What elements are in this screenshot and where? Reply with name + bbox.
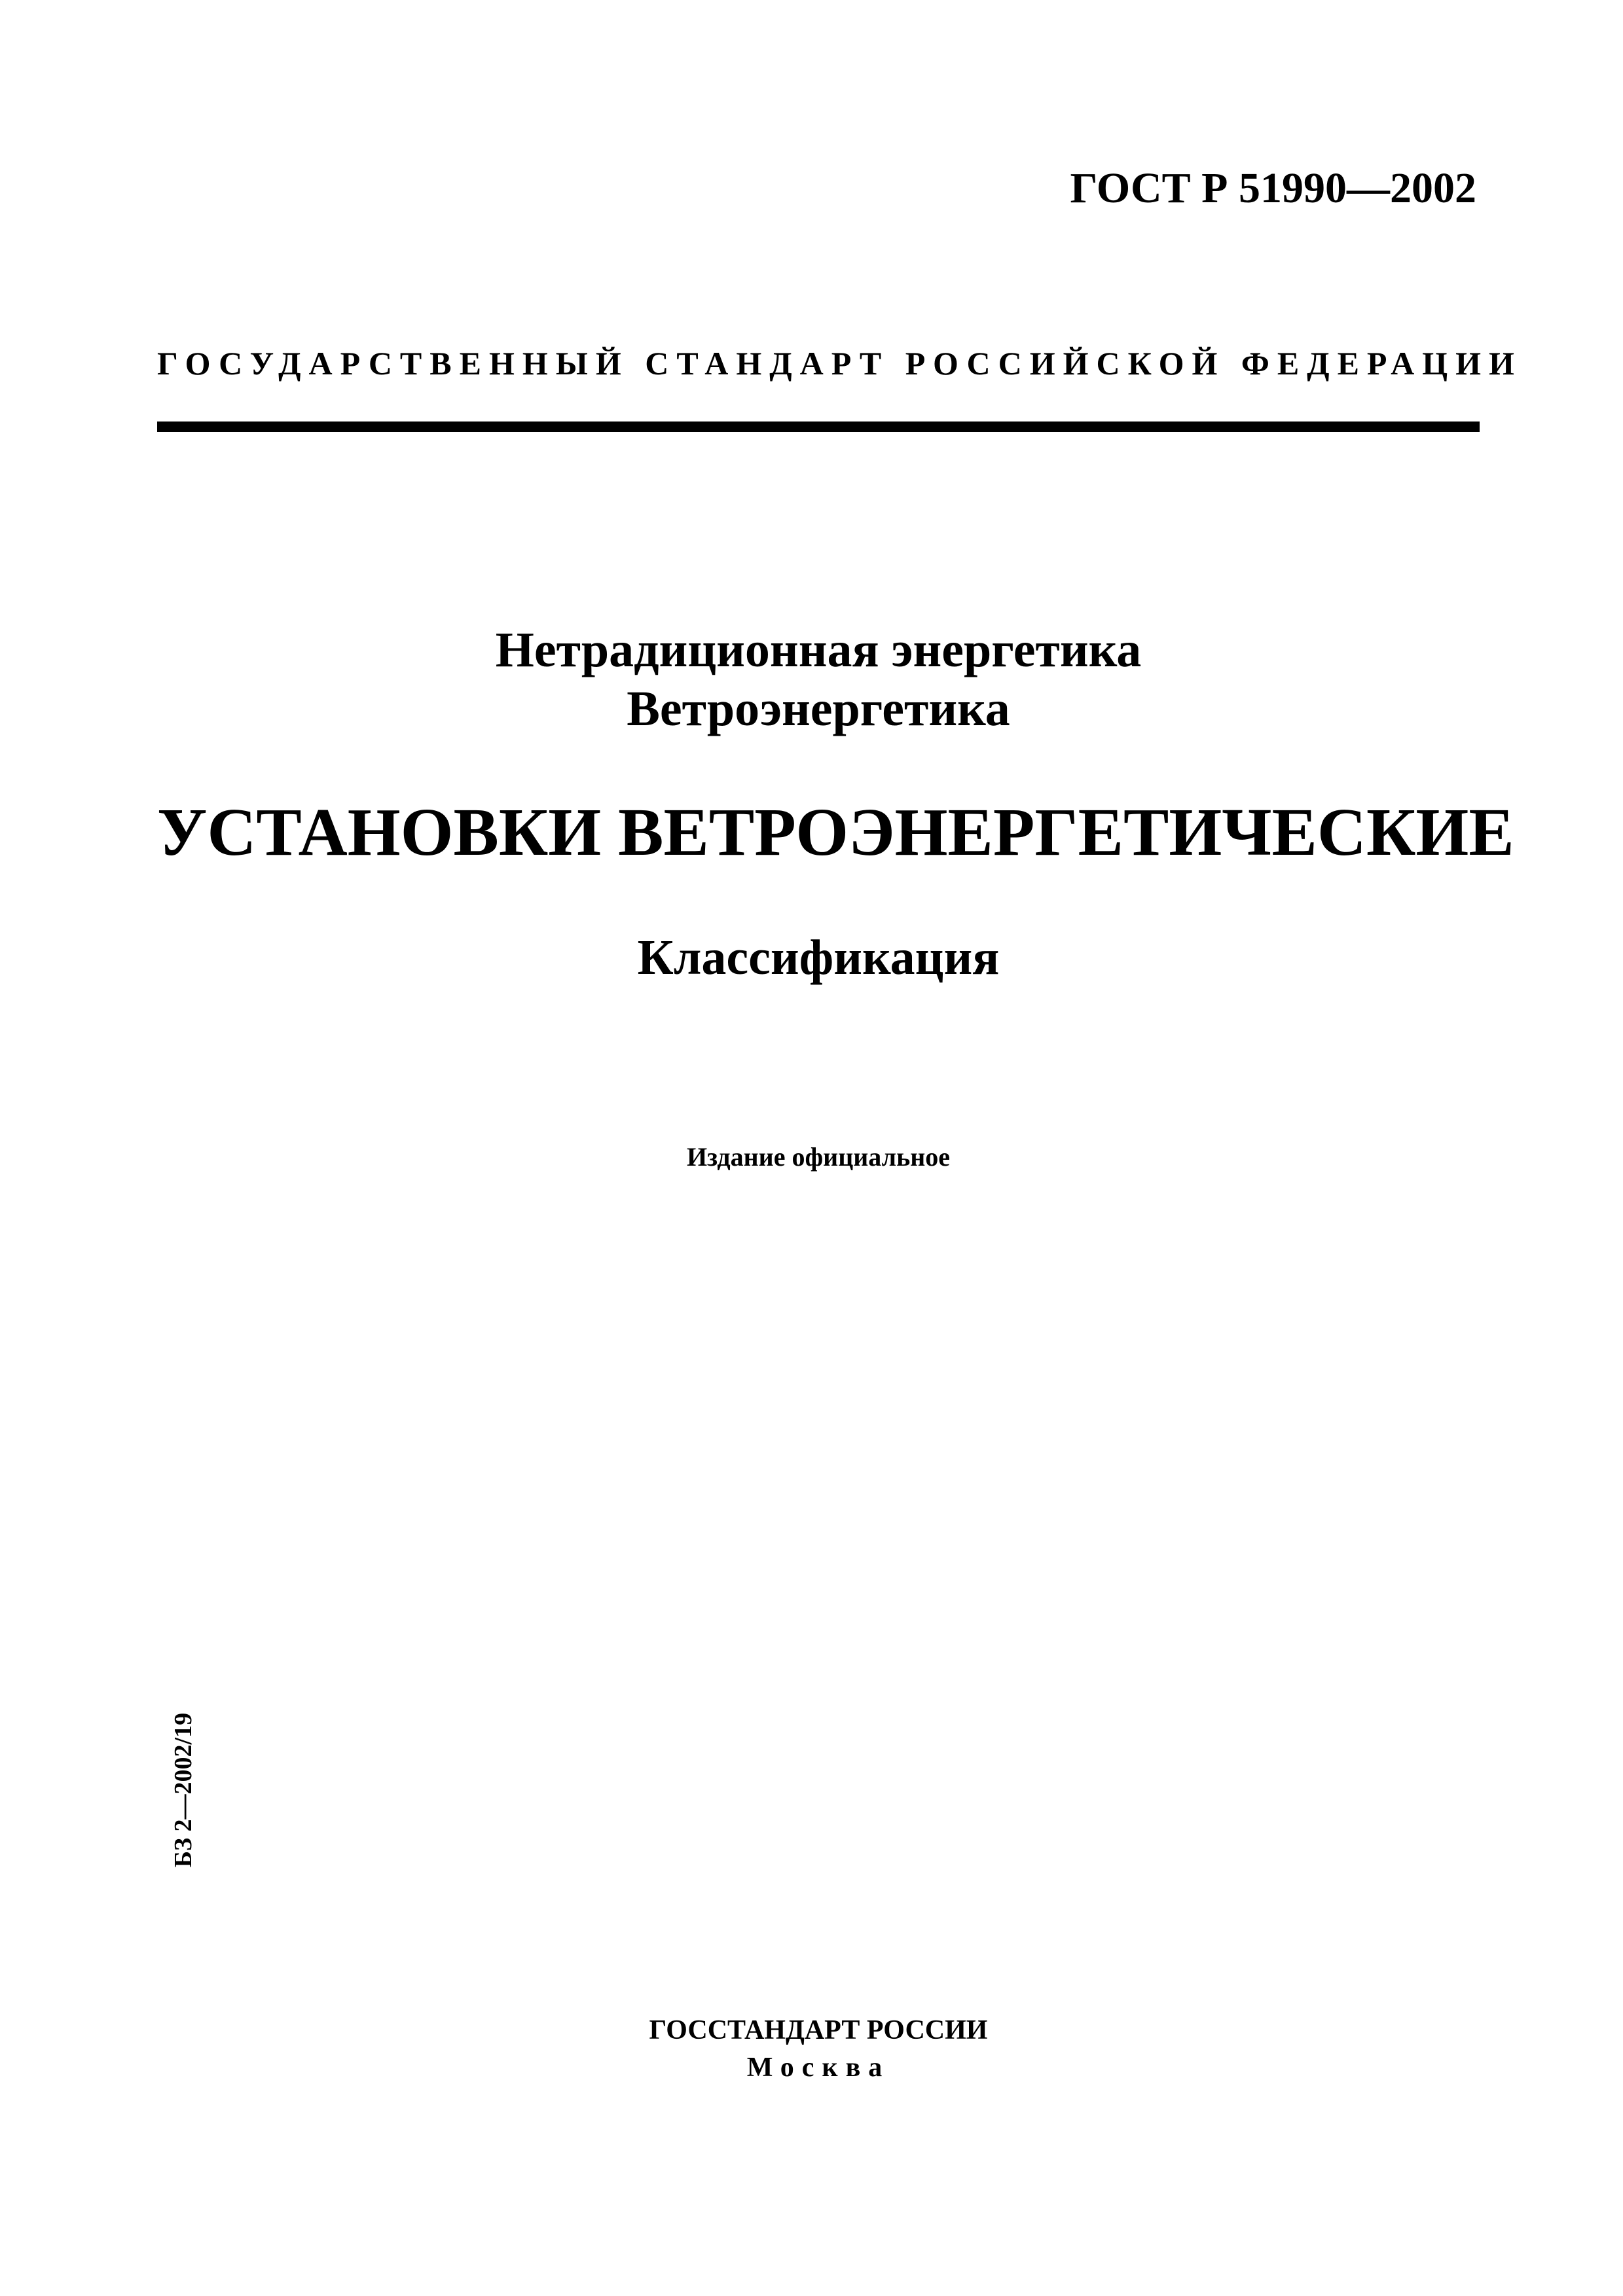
document-number: ГОСТ Р 51990—2002 <box>1070 164 1476 212</box>
subtitle: Классификация <box>637 930 1000 985</box>
state-standard-heading: ГОСУДАРСТВЕННЫЙ СТАНДАРТ РОССИЙСКОЙ ФЕДЕРАЦИИ <box>157 345 1522 382</box>
subject-line-1: Нетрадиционная энергетика <box>495 622 1142 677</box>
subject-line-2: Ветроэнергетика <box>627 681 1010 736</box>
header-divider <box>157 422 1480 432</box>
publisher: ГОССТАНДАРТ РОССИИ <box>649 2015 988 2045</box>
publication-city: Москва <box>746 2053 890 2083</box>
main-title: УСТАНОВКИ ВЕТРОЭНЕРГЕТИЧЕСКИЕ <box>157 795 1514 870</box>
edition-note: Издание официальное <box>686 1142 951 1172</box>
side-catalog-code: БЗ 2—2002/19 <box>170 1712 197 1868</box>
